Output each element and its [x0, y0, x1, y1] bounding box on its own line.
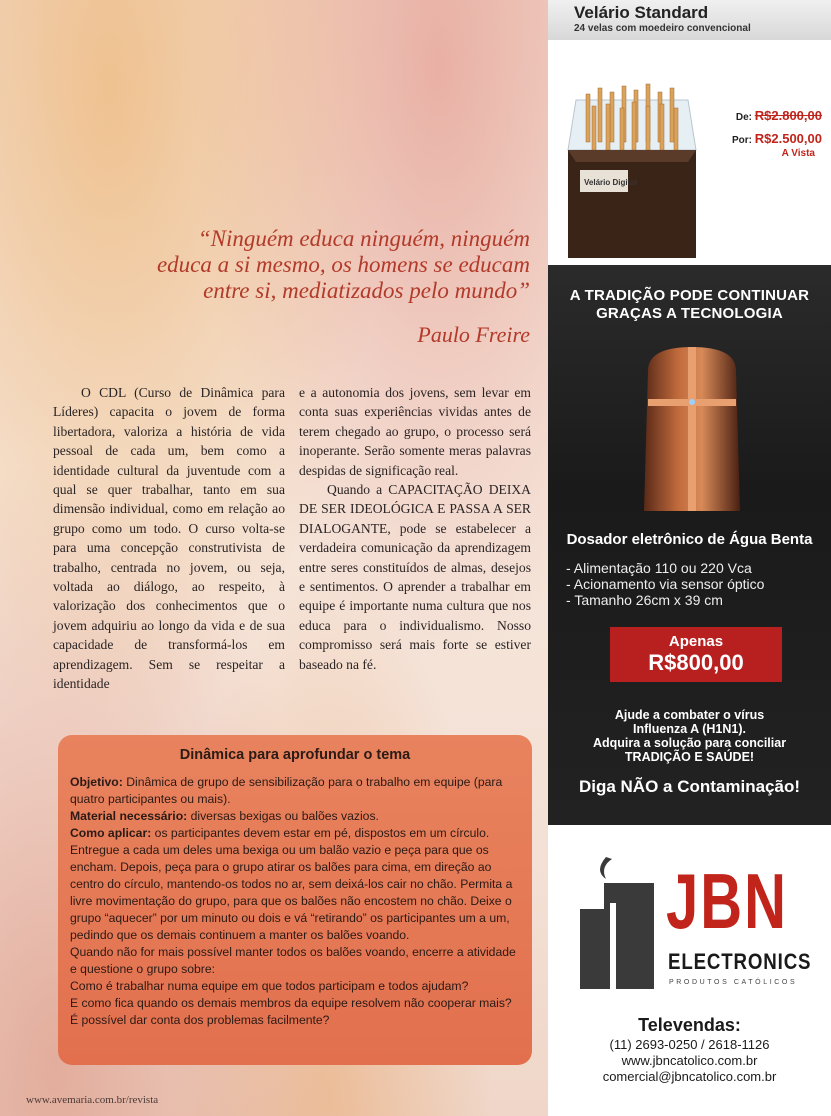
- price-badge-value: R$800,00: [648, 650, 744, 675]
- brand-sub: ELECTRONICS: [668, 949, 812, 974]
- ad-headline: A TRADIÇÃO PODE CONTINUAR GRAÇAS A TECNOLOGIA: [569, 287, 810, 322]
- contact-info: [548, 1037, 831, 1085]
- virus-line: TRADIÇÃO E SAÚDE!: [624, 750, 755, 764]
- box-material: [70, 808, 520, 825]
- jbn-logo-icon: [576, 853, 666, 993]
- website: www.jbncatolico.com.br: [621, 1053, 758, 1068]
- how-to-text: os participantes devem estar em pé, dispostos em um círculo. Entregue a cada um deles uma bexiga ou um balão vazio e peça para que os encham. Depois, peça para o grupo atirar os balões para cima, em direção ao centro do círculo, mantendo-os todos no ar, sem deixá-los cair no chão. Permita a livre movimentação do grupo, para que os balões não encostem no chão. Deixe o grupo “aquecer” por um minuto ou dois e vá “retirando” os participantes um a um, pedindo que os demais continuem a manter os balões voando.: [70, 826, 513, 942]
- price-from-label: De:: [735, 112, 752, 123]
- televendas-label: Televendas:: [638, 1015, 741, 1035]
- material-label: Material necessário:: [70, 809, 188, 823]
- slogan: Diga NÃO a Contaminação!: [578, 777, 801, 796]
- box-objective: [70, 774, 520, 808]
- quote-author: Paulo Freire: [417, 322, 530, 347]
- device-specs: [566, 560, 764, 608]
- how-to-label: Como aplicar:: [70, 826, 152, 840]
- price-old: R$2.800,00: [754, 108, 822, 123]
- jbn-ad: [548, 825, 831, 1116]
- spec-item: - Acionamento via sensor óptico: [566, 576, 764, 592]
- box-question: É possível dar conta dos problemas facilmente?: [70, 1013, 330, 1027]
- box-how-to: [70, 825, 520, 944]
- quote-line: entre si, mediatizados pelo mundo”: [203, 278, 530, 303]
- price-now: [732, 131, 822, 146]
- dispenser-device-image: [640, 343, 744, 511]
- box-question: E como fica quando os demais membros da equipe resolvem não cooperar mais?: [70, 996, 512, 1010]
- email: comercial@jbncatolico.com.br: [602, 1069, 777, 1084]
- advertisement: [548, 0, 831, 1116]
- price-new: R$2.500,00: [754, 131, 822, 146]
- phone: (11) 2693-0250 / 2618-1126: [609, 1037, 770, 1052]
- article-column-1: [53, 383, 285, 694]
- device-title: Dosador eletrônico de Água Benta: [566, 531, 813, 548]
- footer-url: www.avemaria.com.br/revista: [26, 1094, 159, 1106]
- virus-message: [548, 708, 831, 764]
- dynamics-box: [58, 735, 532, 1065]
- box-ending: Quando não for mais possível manter todos os balões voando, encerre a atividade e questione o grupo sobre:: [70, 945, 516, 976]
- brand-tagline: PRODUTOS CATÓLICOS: [669, 979, 798, 986]
- objective-label: Objetivo:: [70, 775, 123, 789]
- price-from: [736, 108, 822, 123]
- virus-line: Ajude a combater o vírus: [614, 708, 765, 722]
- price-now-label: Por:: [731, 135, 752, 146]
- article-column-2: [299, 383, 531, 674]
- price-badge: [610, 627, 782, 682]
- article-paragraph: Quando a CAPACITAÇÃO DEIXA DE SER IDEOLÓGICA E PASSA A SER DIALOGANTE, pode se estabelecer a verdadeira comunicação da aprendizagem entre seres constituídos de almas, desejos e sentimentos. O aprender a trabalhar em equipe é importante numa cultura que nos educa para o individualismo. Nosso compromisso será mais forte se estiver baseado na fé.: [299, 482, 531, 672]
- brand-name: JBN: [666, 857, 789, 946]
- spec-item: - Alimentação 110 ou 220 Vca: [566, 560, 764, 576]
- virus-line: Influenza A (H1N1).: [633, 722, 746, 736]
- box-title: Dinâmica para aprofundar o tema: [179, 747, 411, 763]
- price-badge-label: Apenas: [668, 633, 724, 650]
- price-cash: A Vista: [781, 148, 815, 159]
- article-paragraph: e a autonomia dos jovens, sem levar em conta suas experiências vividas antes de terem chegado ao grupo, o processo será inoperante. Serão somente meras palavras despidas de significação real.: [299, 385, 531, 478]
- objective-text: Dinâmica de grupo de sensibilização para o trabalho em equipe (para quatro participantes ou mais).: [70, 775, 503, 806]
- candle-box-image: [566, 70, 698, 258]
- material-text: diversas bexigas ou balões vazios.: [187, 809, 379, 823]
- spec-item: - Tamanho 26cm x 39 cm: [566, 592, 764, 608]
- box-question: Como é trabalhar numa equipe em que todos participam e todos ajudam?: [70, 979, 469, 993]
- virus-line: Adquira a solução para conciliar: [592, 736, 787, 750]
- quote-line: “Ninguém educa ninguém, ninguém: [197, 226, 530, 251]
- velario-title: Velário Standard: [574, 3, 709, 22]
- velario-ad: [548, 0, 831, 265]
- article-paragraph: O CDL (Curso de Dinâmica para Líderes) capacita o jovem de forma libertadora, valoriza a história de vida pessoal de cada um, bem como a identidade cultural da juventude com a qual se quer trabalhar, tanto em sua dimensão individual, como em relação ao grupo como um todo. O curso volta-se para uma concepção construtivista de trabalho, centrada no jovem, ou seja, voltada ao diálogo, ao respeito, à valorização dos conhecimentos que o jovem adquiriu ao longo da vida e de sua capacidade de transformá-los em aprendizagem. Sem se respeitar a identidade: [53, 385, 285, 692]
- pull-quote: [60, 226, 530, 304]
- velario-subtitle: 24 velas com moedeiro convencional: [574, 23, 751, 34]
- dispenser-ad: [548, 265, 831, 825]
- quote-line: educa a si mesmo, os homens se educam: [156, 252, 530, 277]
- box-label: Velário Digital: [584, 178, 637, 187]
